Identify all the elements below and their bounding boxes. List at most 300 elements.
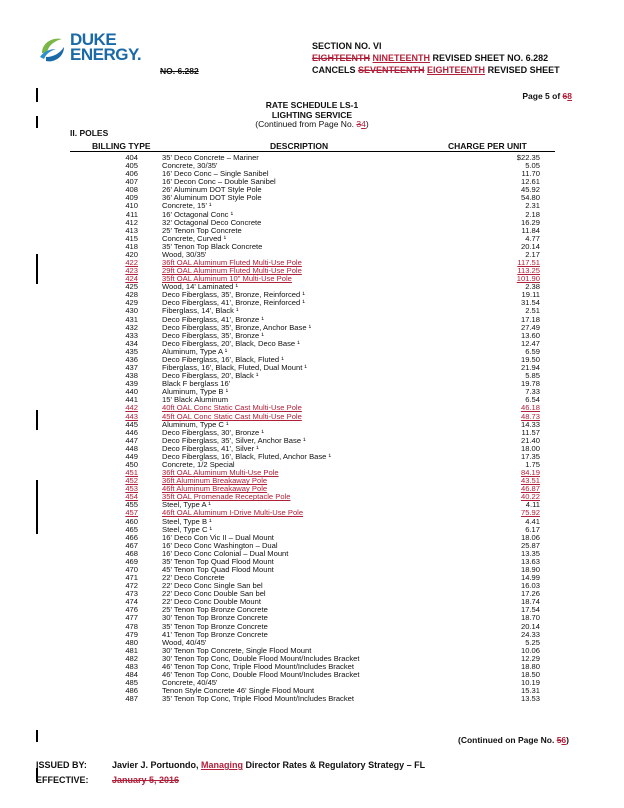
billing-type-cell: 477 <box>125 613 138 623</box>
charge-cell: 24.33 <box>520 629 540 639</box>
logo-line1: DUKE <box>70 30 117 49</box>
billing-type-cell: 422 <box>125 258 138 268</box>
billing-type-cell: 432 <box>125 322 138 332</box>
issuer-name: Javier J. Portuondo, <box>112 760 202 770</box>
table-row <box>70 186 555 194</box>
cancels-no-text: NO. 6.282 <box>160 66 199 76</box>
table-row <box>70 526 555 534</box>
table-row <box>70 372 555 380</box>
charge-cell: 2.51 <box>525 306 540 316</box>
billing-type-cell: 476 <box>125 605 138 615</box>
table-row <box>70 590 555 598</box>
table-row <box>70 631 555 639</box>
table-row <box>70 154 555 162</box>
charge-cell: 19.11 <box>521 290 540 300</box>
charge-cell: 43.51 <box>520 476 540 486</box>
description-cell: 16' Deco Conc Colonial – Dual Mount <box>162 548 289 558</box>
charge-cell: $22.35 <box>516 153 540 162</box>
description-cell: Wood, 40/45' <box>162 637 207 647</box>
table-row <box>70 340 555 348</box>
billing-type-cell: 420 <box>125 249 138 259</box>
inserted-text: 4 <box>361 119 366 129</box>
description-cell: Wood, 14' Laminated ¹ <box>162 282 239 292</box>
charge-cell: 14.33 <box>520 419 540 429</box>
description-cell: 25' Tenon Top Concrete <box>162 225 242 235</box>
billing-type-cell: 453 <box>125 484 138 494</box>
table-row <box>70 194 555 202</box>
charge-cell: 113.25 <box>517 266 540 276</box>
charge-cell: 16.03 <box>520 581 540 591</box>
table-row <box>70 170 555 178</box>
charge-cell: 12.29 <box>520 653 540 663</box>
description-cell: 30' Tenon Top Conc, Double Flood Mount/Includes Bracket <box>162 653 360 663</box>
charge-cell: 19.50 <box>520 354 540 364</box>
table-row <box>70 558 555 566</box>
description-cell: 22' Deco Conc Double Mount <box>162 597 261 607</box>
description-cell: Deco Fiberglass, 41', Bronze, Reinforced ¹ <box>162 298 305 308</box>
table-row <box>70 275 555 283</box>
billing-type-cell: 472 <box>125 581 138 591</box>
effective-label: EFFECTIVE: <box>36 775 89 785</box>
table-row <box>70 413 555 421</box>
billing-type-cell: 465 <box>125 524 138 534</box>
table-row <box>70 639 555 647</box>
table-row <box>70 162 555 170</box>
issued-label: ISSUED BY: <box>36 760 87 770</box>
description-cell: 45' Tenon Top Quad Flood Mount <box>162 564 274 574</box>
charge-cell: 20.14 <box>520 241 540 251</box>
table-row <box>70 469 555 477</box>
description-cell: 26' Aluminum DOT Style Pole <box>162 185 262 195</box>
billing-type-cell: 404 <box>125 153 138 162</box>
table-row <box>70 178 555 186</box>
deleted-text: 6 <box>562 91 568 101</box>
inserted-text: Managing <box>201 760 244 770</box>
charge-cell: 13.53 <box>520 694 540 704</box>
description-cell: 36ft OAL Aluminum Multi-Use Pole <box>162 468 279 478</box>
table-row <box>70 421 555 429</box>
table-row <box>70 380 555 388</box>
billing-type-cell: 435 <box>125 346 138 356</box>
table-row <box>70 332 555 340</box>
description-cell: Deco Fiberglass, 20', Black, Deco Base ¹ <box>162 338 300 348</box>
charge-cell: 11.84 <box>521 225 540 235</box>
charge-cell: 27.49 <box>520 322 540 332</box>
inserted-text: NINETEENTH <box>372 53 431 63</box>
description-cell: 35' Tenon Top Bronze Concrete <box>162 621 268 631</box>
table-row <box>70 356 555 364</box>
billing-type-cell: 481 <box>125 645 138 655</box>
billing-type-cell: 482 <box>125 653 138 663</box>
table-row <box>70 202 555 210</box>
table-row <box>70 477 555 485</box>
table-row <box>70 396 555 404</box>
billing-type-cell: 433 <box>125 330 138 340</box>
logo-wordmark <box>70 32 141 62</box>
header-description: DESCRIPTION <box>270 141 329 151</box>
billing-type-cell: 468 <box>125 548 138 558</box>
revision-bar <box>36 730 38 742</box>
charge-cell: 16.29 <box>520 217 540 227</box>
billing-type-cell: 451 <box>125 468 138 478</box>
table-row <box>70 623 555 631</box>
billing-type-cell: 440 <box>125 387 138 397</box>
charge-cell: 4.11 <box>525 500 540 510</box>
charge-cell: 117.51 <box>517 258 540 268</box>
billing-type-cell: 410 <box>125 201 138 211</box>
description-cell: Aluminum, Type C ¹ <box>162 419 229 429</box>
billing-type-cell: 406 <box>125 169 138 179</box>
description-cell: 36' Aluminum DOT Style Pole <box>162 193 262 203</box>
billing-type-cell: 470 <box>125 564 138 574</box>
description-cell: 25' Tenon Top Bronze Concrete <box>162 605 268 615</box>
table-row <box>70 291 555 299</box>
billing-type-cell: 409 <box>125 193 138 203</box>
billing-type-cell: 431 <box>125 314 138 324</box>
continued-on <box>458 735 569 745</box>
charge-cell: 48.73 <box>520 411 540 421</box>
description-cell: Steel, Type B ¹ <box>162 516 212 526</box>
description-cell: Concrete, 30/35' <box>162 161 218 171</box>
description-cell: 46ft Aluminum Breakaway Pole <box>162 484 268 494</box>
description-cell: 30' Tenon Top Concrete, Single Flood Mount <box>162 645 312 655</box>
table-row <box>70 509 555 517</box>
billing-type-cell: 455 <box>125 500 138 510</box>
description-cell: 40ft OAL Conc Static Cast Multi-Use Pole <box>162 403 302 413</box>
charge-cell: 17.54 <box>520 605 540 615</box>
billing-type-cell: 436 <box>125 354 138 364</box>
billing-type-cell: 457 <box>125 508 138 518</box>
description-cell: 16' Deco Conc Washington – Dual <box>162 540 278 550</box>
description-cell: Concrete, Curved ¹ <box>162 233 227 243</box>
description-cell: Concrete, 1/2 Special <box>162 459 235 469</box>
table-row <box>70 574 555 582</box>
charge-cell: 84.19 <box>520 468 540 478</box>
description-cell: Deco Fiberglass, 35', Bronze, Reinforced ¹ <box>162 290 305 300</box>
table-row <box>70 598 555 606</box>
table-row <box>70 518 555 526</box>
revision-bar <box>36 410 38 430</box>
deleted-text: January 5, 2016 <box>112 775 180 785</box>
description-cell: Black F berglass 16' <box>162 379 231 389</box>
page-prefix: Page 5 of <box>522 91 563 101</box>
charge-cell: 101.90 <box>516 274 540 284</box>
section-heading: II. POLES <box>70 128 109 138</box>
table-row <box>70 227 555 235</box>
description-cell: 16' Deco Con Vic II – Dual Mount <box>162 532 274 542</box>
description-cell: 41' Tenon Top Bronze Concrete <box>162 629 268 639</box>
cancels-line <box>312 64 560 76</box>
charge-cell: 17.26 <box>520 589 540 599</box>
billing-type-cell: 485 <box>125 678 138 688</box>
deleted-text: SEVENTEENTH <box>358 65 425 75</box>
charge-cell: 2.18 <box>525 209 540 219</box>
charge-cell: 21.40 <box>520 435 540 445</box>
charge-cell: 25.87 <box>520 540 540 550</box>
description-cell: 35' Tenon Top Quad Flood Mount <box>162 556 274 566</box>
issuer-title: Director Rates & Regulatory Strategy – FL <box>243 760 426 770</box>
description-cell: Deco Fiberglass, 35', Bronze, Anchor Base ¹ <box>162 322 312 332</box>
table-row <box>70 695 555 703</box>
billing-type-cell: 466 <box>125 532 138 542</box>
charge-cell: 4.77 <box>525 233 540 243</box>
billing-type-cell: 449 <box>125 451 138 461</box>
inserted-text: EIGHTEENTH <box>427 65 486 75</box>
description-cell: Deco Fiberglass, 16', Black, Fluted, Anchor Base ¹ <box>162 451 332 461</box>
table-row <box>70 453 555 461</box>
cont-on-suffix: ) <box>566 735 569 745</box>
deleted-text: 5 <box>556 735 562 745</box>
charge-cell: 45.92 <box>520 185 540 195</box>
billing-type-cell: 480 <box>125 637 138 647</box>
cont-on-prefix: (Continued on Page No. <box>457 735 557 745</box>
billing-type-cell: 438 <box>125 371 138 381</box>
description-cell: 35' Tenon Top Black Concrete <box>162 241 263 251</box>
description-cell: 22' Deco Conc Double San bel <box>162 589 266 599</box>
billing-type-cell: 448 <box>125 443 138 453</box>
cont-suffix: ) <box>365 119 369 129</box>
table-row <box>70 542 555 550</box>
charge-cell: 11.57 <box>521 427 540 437</box>
billing-type-cell: 483 <box>125 661 138 671</box>
description-cell: 35ft OAL Aluminum 10" Multi-Use Pole <box>162 274 292 284</box>
charge-cell: 17.35 <box>520 451 540 461</box>
charge-cell: 40.22 <box>520 492 540 502</box>
charge-cell: 15.31 <box>520 686 540 696</box>
description-cell: 22' Deco Concrete <box>162 573 225 583</box>
billing-type-cell: 439 <box>125 379 138 389</box>
description-cell: Fiberglass, 16', Black, Fluted, Dual Mount ¹ <box>162 363 307 373</box>
table-row <box>70 671 555 679</box>
charge-cell: 2.31 <box>525 201 540 211</box>
description-cell: 32' Octagonal Deco Concrete <box>162 217 262 227</box>
charge-cell: 18.00 <box>520 443 540 453</box>
description-cell: 46' Tenon Top Conc, Double Flood Mount/Includes Bracket <box>162 670 360 679</box>
table-row <box>70 259 555 267</box>
table-row <box>70 501 555 509</box>
charge-cell: 46.87 <box>520 484 540 494</box>
description-cell: Wood, 30/35' <box>162 249 207 259</box>
deleted-text: 3 <box>356 119 362 129</box>
description-cell: Deco Fiberglass, 16', Black, Fluted ¹ <box>162 354 284 364</box>
table-row <box>70 404 555 412</box>
description-cell: Fiberglass, 14', Black ¹ <box>162 306 239 316</box>
duke-energy-logo <box>38 32 178 72</box>
issued-by <box>36 760 425 770</box>
billing-type-cell: 424 <box>125 274 138 284</box>
description-cell: 46ft OAL Aluminum I-Drive Multi-Use Pole <box>162 508 304 518</box>
revision-bar <box>36 480 38 534</box>
table-row <box>70 388 555 396</box>
charge-cell: 5.85 <box>525 371 540 381</box>
description-cell: 16' Decon Conc – Double Sanibel <box>162 177 276 187</box>
rate-schedule-title: RATE SCHEDULE LS-1 <box>265 100 359 110</box>
charge-cell: 7.33 <box>525 387 540 397</box>
duke-energy-logo-icon <box>38 35 68 65</box>
table-row <box>70 566 555 574</box>
table-header <box>70 139 555 152</box>
charge-cell: 46.18 <box>520 403 540 413</box>
billing-type-cell: 487 <box>125 694 138 704</box>
billing-type-cell: 445 <box>125 419 138 429</box>
table-row <box>70 534 555 542</box>
header-charge: CHARGE PER UNIT <box>448 141 527 151</box>
billing-type-cell: 442 <box>125 403 138 413</box>
table-row <box>70 582 555 590</box>
billing-type-cell: 418 <box>125 241 138 251</box>
billing-type-cell: 413 <box>125 225 138 235</box>
billing-type-cell: 415 <box>125 233 138 243</box>
billing-type-cell: 423 <box>125 266 138 276</box>
inserted-text: 8 <box>567 91 572 101</box>
description-cell: 22' Deco Conc Single San bel <box>162 581 263 591</box>
service-title: LIGHTING SERVICE <box>271 110 353 120</box>
billing-type-cell: 434 <box>125 338 138 348</box>
billing-type-cell: 473 <box>125 589 138 599</box>
revision-bar <box>36 254 38 284</box>
table-row <box>70 606 555 614</box>
billing-type-cell: 469 <box>125 556 138 566</box>
table-row <box>70 283 555 291</box>
billing-type-cell: 478 <box>125 621 138 631</box>
charge-cell: 13.60 <box>520 330 540 340</box>
charge-cell: 5.05 <box>525 161 540 171</box>
charge-cell: 18.06 <box>520 532 540 542</box>
billing-type-cell: 450 <box>125 459 138 469</box>
billing-type-cell: 412 <box>125 217 138 227</box>
billing-type-cell: 441 <box>125 395 138 405</box>
charge-cell: 18.80 <box>520 661 540 671</box>
rate-table-body <box>70 154 555 703</box>
cont-prefix: (Continued from Page No. <box>255 119 357 129</box>
charge-cell: 6.59 <box>525 346 540 356</box>
header-billing-type: BILLING TYPE <box>92 141 151 151</box>
charge-cell: 1.75 <box>525 459 540 469</box>
charge-cell: 13.35 <box>520 548 540 558</box>
billing-type-cell: 411 <box>125 209 138 219</box>
billing-type-cell: 428 <box>125 290 138 300</box>
cancels-sheet-number <box>160 66 199 76</box>
inserted-text: 6 <box>561 735 567 745</box>
description-cell: 16' Octagonal Conc ¹ <box>162 209 234 219</box>
billing-type-cell: 446 <box>125 427 138 437</box>
table-row <box>70 211 555 219</box>
charge-cell: 5.25 <box>525 637 540 647</box>
billing-type-cell: 425 <box>125 282 138 292</box>
description-cell: Deco Fiberglass, 35', Bronze ¹ <box>162 330 264 340</box>
description-cell: Aluminum, Type B ¹ <box>162 387 229 397</box>
table-row <box>70 316 555 324</box>
charge-cell: 12.47 <box>520 338 540 348</box>
description-cell: 35' Deco Concrete – Mariner <box>162 153 259 162</box>
description-cell: Deco Fiberglass, 30', Bronze ¹ <box>162 427 264 437</box>
description-cell: Concrete, 40/45' <box>162 678 218 688</box>
table-row <box>70 429 555 437</box>
description-cell: 36ft Aluminum Breakaway Pole <box>162 476 268 486</box>
effective-date <box>36 775 179 785</box>
charge-cell: 10.06 <box>520 645 540 655</box>
table-row <box>70 307 555 315</box>
description-cell: Deco Fiberglass, 41', Bronze ¹ <box>162 314 264 324</box>
description-cell: 46' Tenon Top Conc, Triple Flood Mount/Includes Bracket <box>162 661 354 671</box>
cancels-rest: REVISED SHEET <box>485 65 560 75</box>
billing-type-cell: 429 <box>125 298 138 308</box>
description-cell: 30' Tenon Top Bronze Concrete <box>162 613 268 623</box>
charge-cell: 13.63 <box>520 556 540 566</box>
charge-cell: 18.50 <box>520 670 540 679</box>
charge-cell: 21.94 <box>520 363 540 373</box>
table-row <box>70 550 555 558</box>
table-row <box>70 614 555 622</box>
description-cell: 35ft OAL Promenade Receptacle Pole <box>162 492 291 502</box>
billing-type-cell: 405 <box>125 161 138 171</box>
table-row <box>70 243 555 251</box>
charge-cell: 10.19 <box>520 678 540 688</box>
description-cell: 35' Tenon Top Conc, Triple Flood Mount/Includes Bracket <box>162 694 354 704</box>
table-row <box>70 324 555 332</box>
charge-cell: 18.74 <box>520 597 540 607</box>
billing-type-cell: 460 <box>125 516 138 526</box>
charge-cell: 2.38 <box>525 282 540 292</box>
billing-type-cell: 484 <box>125 670 138 679</box>
billing-type-cell: 443 <box>125 411 138 421</box>
charge-cell: 11.70 <box>521 169 540 179</box>
billing-type-cell: 408 <box>125 185 138 195</box>
charge-cell: 31.54 <box>520 298 540 308</box>
charge-cell: 14.99 <box>520 573 540 583</box>
description-cell: 15' Black Aluminum <box>162 395 229 405</box>
table-row <box>70 437 555 445</box>
charge-cell: 4.41 <box>525 516 540 526</box>
charge-cell: 6.17 <box>525 524 540 534</box>
sheet-header <box>312 40 560 76</box>
charge-cell: 6.54 <box>525 395 540 405</box>
charge-cell: 18.90 <box>520 564 540 574</box>
table-row <box>70 235 555 243</box>
description-cell: Deco Fiberglass, 35', Silver, Anchor Base ¹ <box>162 435 306 445</box>
sheet-revision <box>312 52 560 64</box>
description-cell: Steel, Type C ¹ <box>162 524 213 534</box>
description-cell: 45ft OAL Conc Static Cast Multi-Use Pole <box>162 411 302 421</box>
charge-cell: 17.18 <box>520 314 540 324</box>
table-row <box>70 299 555 307</box>
billing-type-cell: 474 <box>125 597 138 607</box>
table-row <box>70 493 555 501</box>
table-row <box>70 364 555 372</box>
description-cell: Aluminum, Type A ¹ <box>162 346 228 356</box>
table-row <box>70 348 555 356</box>
table-row <box>70 251 555 259</box>
description-cell: Deco Fiberglass, 41', Silver ¹ <box>162 443 259 453</box>
table-row <box>70 267 555 275</box>
table-row <box>70 485 555 493</box>
billing-type-cell: 486 <box>125 686 138 696</box>
charge-cell: 2.17 <box>525 249 540 259</box>
description-cell: 16' Deco Conc – Single Sanibel <box>162 169 269 179</box>
deleted-text: EIGHTEENTH <box>312 53 371 63</box>
description-cell: 36ft OAL Aluminum Fluted Multi-Use Pole <box>162 258 302 268</box>
billing-type-cell: 437 <box>125 363 138 373</box>
cancels-prefix: CANCELS <box>312 65 359 75</box>
charge-cell: 19.78 <box>520 379 540 389</box>
billing-type-cell: 471 <box>125 573 138 583</box>
description-cell: Tenon Style Concrete 46' Single Flood Mount <box>162 686 315 696</box>
charge-cell: 20.14 <box>520 621 540 631</box>
charge-cell: 75.92 <box>520 508 540 518</box>
description-cell: Steel, Type A ¹ <box>162 500 211 510</box>
description-cell: Deco Fiberglass, 20', Black ¹ <box>162 371 259 381</box>
billing-type-cell: 452 <box>125 476 138 486</box>
